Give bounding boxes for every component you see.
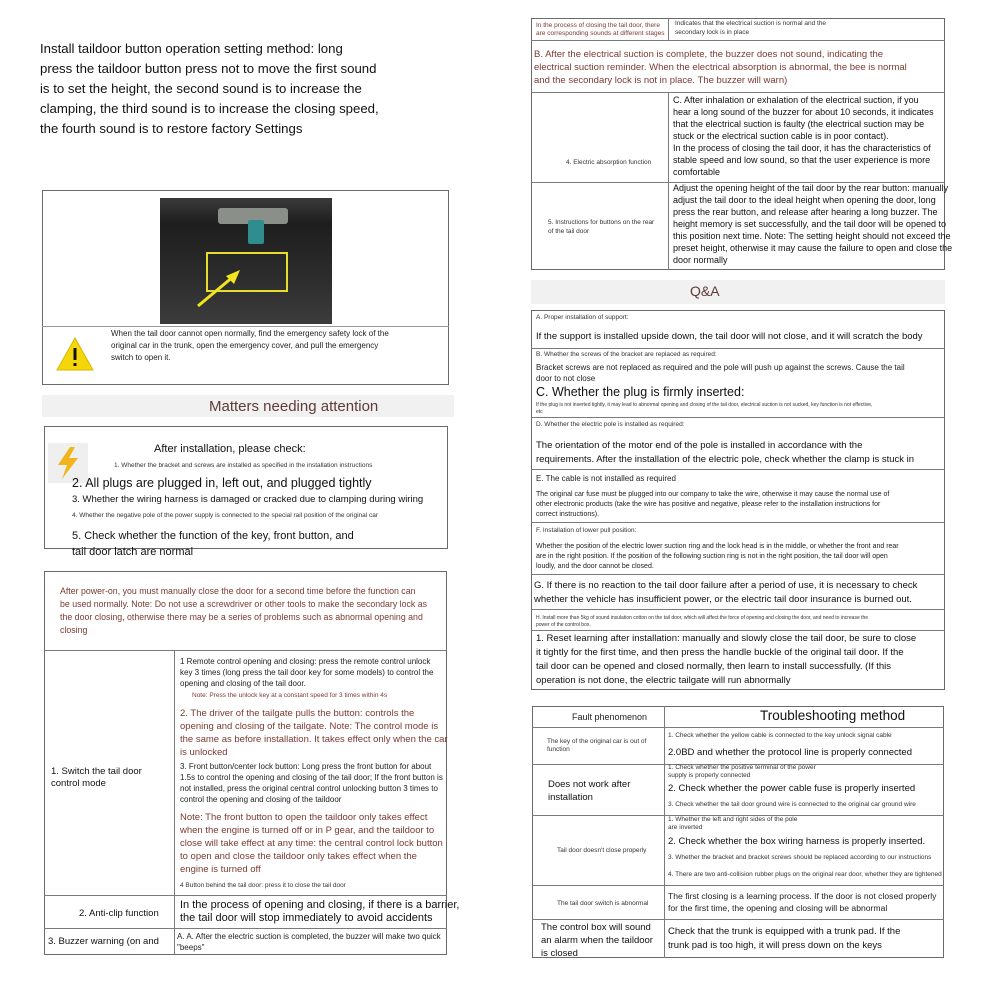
check-item-3: 3. Whether the wiring harness is damaged or cracked due to clamping during wiring xyxy=(72,494,424,505)
control-mode-label-1: 1. Switch the tail door xyxy=(51,766,142,777)
electric-absorption-label: 4. Electric absorption function xyxy=(566,159,652,166)
check-item-4: 4. Whether the negative pole of the power supply is connected to the special rail position of the original car xyxy=(72,512,379,519)
buzzer-label: 3. Buzzer warning (on and xyxy=(48,936,159,947)
trunk-photo xyxy=(160,198,332,324)
emergency-text-2: original car in the trunk, open the emergency cover, and pull the emergency xyxy=(111,341,379,350)
check-item-5a: 5. Check whether the function of the key, front button, and xyxy=(72,530,354,542)
warning-triangle-icon xyxy=(55,336,95,372)
check-item-2: 2. All plugs are plugged in, left out, and plugged tightly xyxy=(72,476,372,490)
check-item-1: 1. Whether the bracket and screws are installed as specified in the installation instructions xyxy=(114,462,373,469)
control-mode-label-2: control mode xyxy=(51,778,106,789)
fault-header: Fault phenomenon xyxy=(572,712,648,722)
method-header: Troubleshooting method xyxy=(760,708,906,723)
rear-button-label-2: of the tail door xyxy=(548,228,590,235)
anticlip-label: 2. Anti-clip function xyxy=(79,908,159,919)
check-heading: After installation, please check: xyxy=(154,443,306,455)
emergency-text-1: When the tail door cannot open normally, find the emergency safety lock of the xyxy=(111,329,389,338)
rear-button-label-1: 5. Instructions for buttons on the rear xyxy=(548,219,655,226)
qa-band xyxy=(531,280,945,304)
check-item-5b: tail door latch are normal xyxy=(72,546,194,558)
emergency-text-3: switch to open it. xyxy=(111,353,171,362)
attention-title: Matters needing attention xyxy=(209,398,379,415)
qa-title: Q&A xyxy=(690,283,720,299)
